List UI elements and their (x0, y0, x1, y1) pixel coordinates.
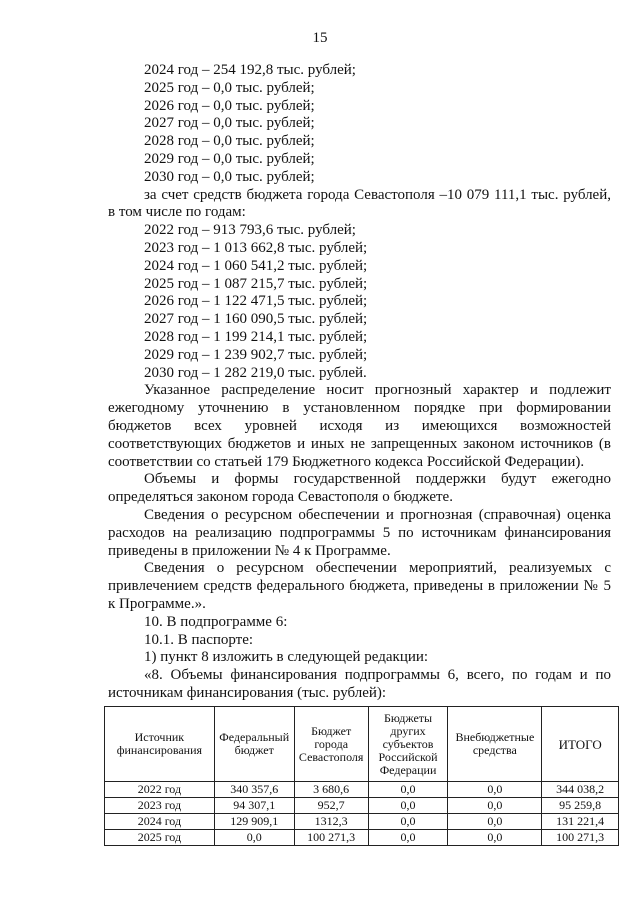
cell-total: 344 038,2 (542, 782, 619, 798)
cell-federal: 340 357,6 (214, 782, 294, 798)
cell-extrabudgetary: 0,0 (448, 814, 542, 830)
funding-year-line: 2024 год – 1 060 541,2 тыс. рублей; (144, 257, 368, 274)
funding-year-line: 2025 год – 0,0 тыс. рублей; (144, 79, 315, 96)
header-city: Бюджет города Севастополя (294, 707, 368, 782)
financing-table (104, 706, 619, 846)
page-number: 15 (312, 30, 328, 46)
item-8: «8. Объемы финансирования подпрограммы 6, всего, по годам и по источникам финансирования (тыс. рублей): (108, 667, 611, 701)
document-body (108, 62, 611, 703)
funding-year-line: 2027 год – 1 160 090,5 тыс. рублей; (144, 311, 368, 328)
federal-paragraph: Сведения о ресурсном обеспечении мероприятий, реализуемых с привлечением средств федерального бюджета, приведены в приложении № 5 к Программе.». (108, 560, 611, 612)
cell-other: 0,0 (368, 798, 448, 814)
item-10: 10. В подпрограмме 6: (144, 613, 288, 630)
cell-federal: 94 307,1 (214, 798, 294, 814)
resources-paragraph: Сведения о ресурсном обеспечении и прогнозная (справочная) оценка расходов на реализацию подпрограммы 5 по источникам финансирования приведены в приложении № 4 к Программе. (108, 506, 611, 559)
header-federal: Федеральный бюджет (214, 707, 294, 782)
cell-total: 100 271,3 (542, 830, 619, 846)
header-total: ИТОГО (542, 707, 619, 782)
cell-year: 2025 год (105, 830, 215, 846)
funding-year-line: 2029 год – 0,0 тыс. рублей; (144, 150, 315, 167)
table-row (105, 814, 619, 830)
support-paragraph: Объемы и формы государственной поддержки будут ежегодно определяться законом города Севастополя о бюджете. (108, 471, 611, 506)
cell-extrabudgetary: 0,0 (448, 782, 542, 798)
header-other-subjects: Бюджеты других субъектов Российской Федерации (368, 707, 448, 782)
funding-by-year-list-a (108, 62, 611, 187)
funding-year-line: 2025 год – 1 087 215,7 тыс. рублей; (144, 275, 368, 292)
cell-extrabudgetary: 0,0 (448, 830, 542, 846)
table-row (105, 830, 619, 846)
funding-year-line: 2027 год – 0,0 тыс. рублей; (144, 115, 315, 132)
header-extrabudgetary: Внебюджетные средства (448, 707, 542, 782)
cell-total: 95 259,8 (542, 798, 619, 814)
funding-year-line: 2026 год – 1 122 471,5 тыс. рублей; (144, 293, 368, 310)
cell-city: 1312,3 (294, 814, 368, 830)
cell-year: 2023 год (105, 798, 215, 814)
table-header-row (105, 707, 619, 782)
cell-extrabudgetary: 0,0 (448, 798, 542, 814)
cell-total: 131 221,4 (542, 814, 619, 830)
funding-year-line: 2023 год – 1 013 662,8 тыс. рублей; (144, 239, 368, 256)
cell-federal: 129 909,1 (214, 814, 294, 830)
cell-city: 3 680,6 (294, 782, 368, 798)
cell-city: 100 271,3 (294, 830, 368, 846)
funding-year-line: 2028 год – 0,0 тыс. рублей; (144, 133, 315, 150)
distribution-paragraph: Указанное распределение носит прогнозный характер и подлежит ежегодному уточнению в установленном порядке при формировании бюджетов всех уровней исходя из имеющихся возможностей соответствующих бюджетов и иных не запрещенных законом источников (в соответствии со статьей 179 Бюджетного кодекса Российской Федерации). (108, 382, 611, 470)
table-row (105, 798, 619, 814)
table-row (105, 782, 619, 798)
city-budget-intro: за счет средств бюджета города Севастополя –10 079 111,1 тыс. рублей, в том числе по годам: (108, 186, 611, 221)
cell-federal: 0,0 (214, 830, 294, 846)
funding-year-line: 2030 год – 1 282 219,0 тыс. рублей. (144, 364, 367, 381)
cell-other: 0,0 (368, 782, 448, 798)
funding-year-line: 2030 год – 0,0 тыс. рублей; (144, 168, 315, 185)
funding-year-line: 2022 год – 913 793,6 тыс. рублей; (144, 222, 356, 239)
funding-year-line: 2024 год – 254 192,8 тыс. рублей; (144, 62, 356, 78)
cell-year: 2022 год (105, 782, 215, 798)
cell-year: 2024 год (105, 814, 215, 830)
funding-year-line: 2028 год – 1 199 214,1 тыс. рублей; (144, 328, 368, 345)
funding-by-year-list-b (108, 222, 611, 382)
cell-other: 0,0 (368, 814, 448, 830)
item-10-1: 10.1. В паспорте: (144, 631, 254, 648)
funding-year-line: 2026 год – 0,0 тыс. рублей; (144, 97, 315, 114)
cell-other: 0,0 (368, 830, 448, 846)
header-source: Источник финансирования (105, 707, 215, 782)
cell-city: 952,7 (294, 798, 368, 814)
funding-year-line: 2029 год – 1 239 902,7 тыс. рублей; (144, 346, 368, 363)
item-1: 1) пункт 8 изложить в следующей редакции: (144, 649, 429, 666)
